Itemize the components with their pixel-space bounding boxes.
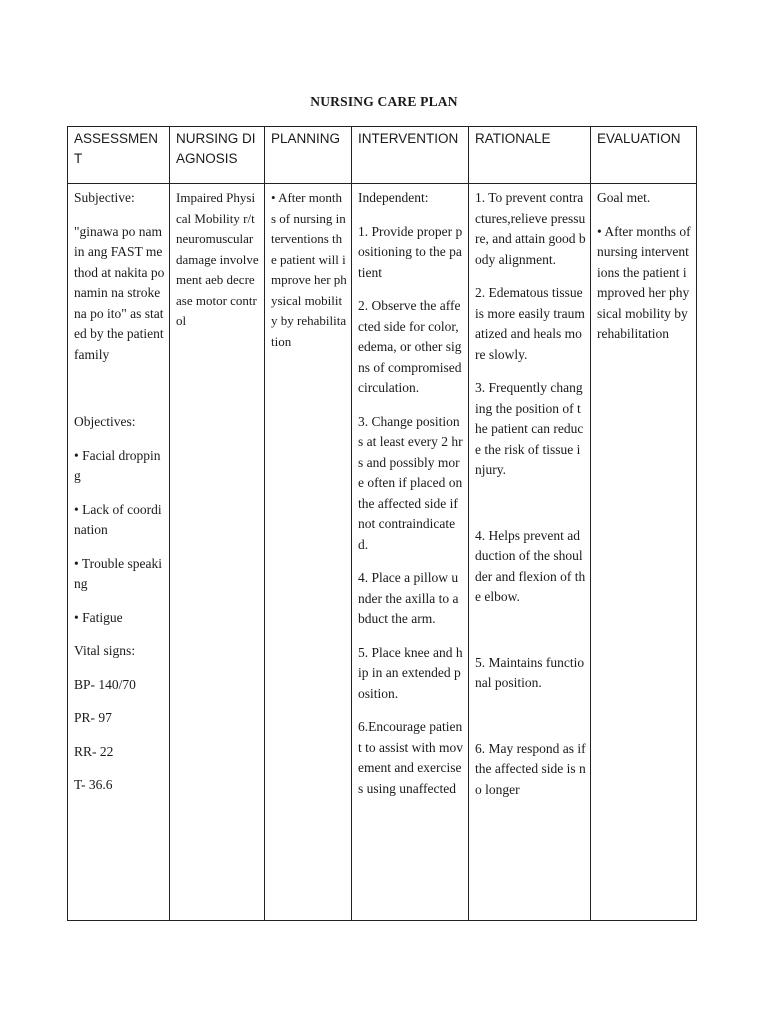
intervention-item: 3. Change positions at least every 2 hrs and possibly more often if placed on the affected side if not contraindicated.	[358, 413, 463, 552]
rationale-item: 4. Helps prevent adduction of the shoulder and flexion of the elbow.	[475, 527, 586, 604]
subjective-label: Subjective:	[74, 190, 135, 205]
vital-sign-rr: RR- 22	[74, 743, 114, 759]
vital-signs-label: Vital signs:	[74, 643, 136, 658]
intervention-item: 6.Encourage patient to assist with movement and exercises using unaffected	[358, 719, 464, 796]
evaluation-status: Goal met.	[597, 190, 651, 205]
assessment-cell	[68, 184, 170, 921]
objective-item: • Facial dropping	[74, 447, 161, 483]
vital-sign-temp: T- 36.6	[74, 777, 113, 792]
intervention-item: 2. Observe the affected side for color, edema, or other signs of compromised circulation.	[358, 298, 462, 395]
evaluation-text: • After months of nursing interventions the patient improved her physical mobility by rehabilitation	[597, 223, 691, 341]
table-row	[68, 184, 697, 921]
vital-sign-pr: PR- 97	[74, 710, 112, 725]
diagnosis-text: Impaired Physical Mobility r/t neuromuscular damage involvement aeb decrease motor control	[176, 190, 259, 328]
objectives-label: Objectives:	[74, 414, 136, 429]
table-header-row	[68, 127, 697, 184]
diagnosis-cell	[170, 184, 265, 921]
planning-cell	[265, 184, 352, 921]
rationale-cell	[469, 184, 591, 921]
header-nursing-diagnosis: NURSING DIAGNOSIS	[170, 127, 265, 184]
planning-text: • After months of nursing interventions the patient will improve her physical mobility by rehabilitation	[271, 190, 347, 349]
intervention-item: 1. Provide proper positioning to the patient	[358, 223, 463, 280]
rationale-item: 6. May respond as if the affected side is no longer	[475, 740, 586, 797]
intervention-item: 4. Place a pillow under the axilla to abduct the arm.	[358, 570, 459, 626]
objective-item: • Fatigue	[74, 609, 123, 625]
intervention-label: Independent:	[358, 190, 429, 205]
rationale-item: 2. Edematous tissue is more easily traumatized and heals more slowly.	[475, 285, 585, 362]
header-planning: PLANNING	[265, 127, 352, 184]
objective-item: • Trouble speaking	[74, 555, 162, 591]
header-assessment: ASSESSMENT	[68, 127, 170, 184]
header-intervention: INTERVENTION	[352, 127, 469, 184]
header-rationale: RATIONALE	[469, 127, 591, 184]
evaluation-cell	[591, 184, 697, 921]
rationale-item: 1. To prevent contractures,relieve pressure, and attain good body alignment.	[475, 190, 586, 267]
objective-item: • Lack of coordination	[74, 501, 162, 537]
document-title: NURSING CARE PLAN	[310, 94, 458, 109]
rationale-item: 3. Frequently changing the position of the patient can reduce the risk of tissue injury.	[475, 380, 584, 477]
intervention-item: 5. Place knee and hip in an extended position.	[358, 644, 463, 701]
nursing-care-plan-table	[67, 126, 697, 921]
intervention-cell	[352, 184, 469, 921]
header-evaluation: EVALUATION	[591, 127, 697, 184]
subjective-quote: "ginawa po namin ang FAST method at nakita po namin na stroke na po ito" as stated by the patient family	[74, 223, 165, 362]
rationale-item: 5. Maintains functional position.	[475, 654, 585, 690]
vital-sign-bp: BP- 140/70	[74, 676, 136, 692]
